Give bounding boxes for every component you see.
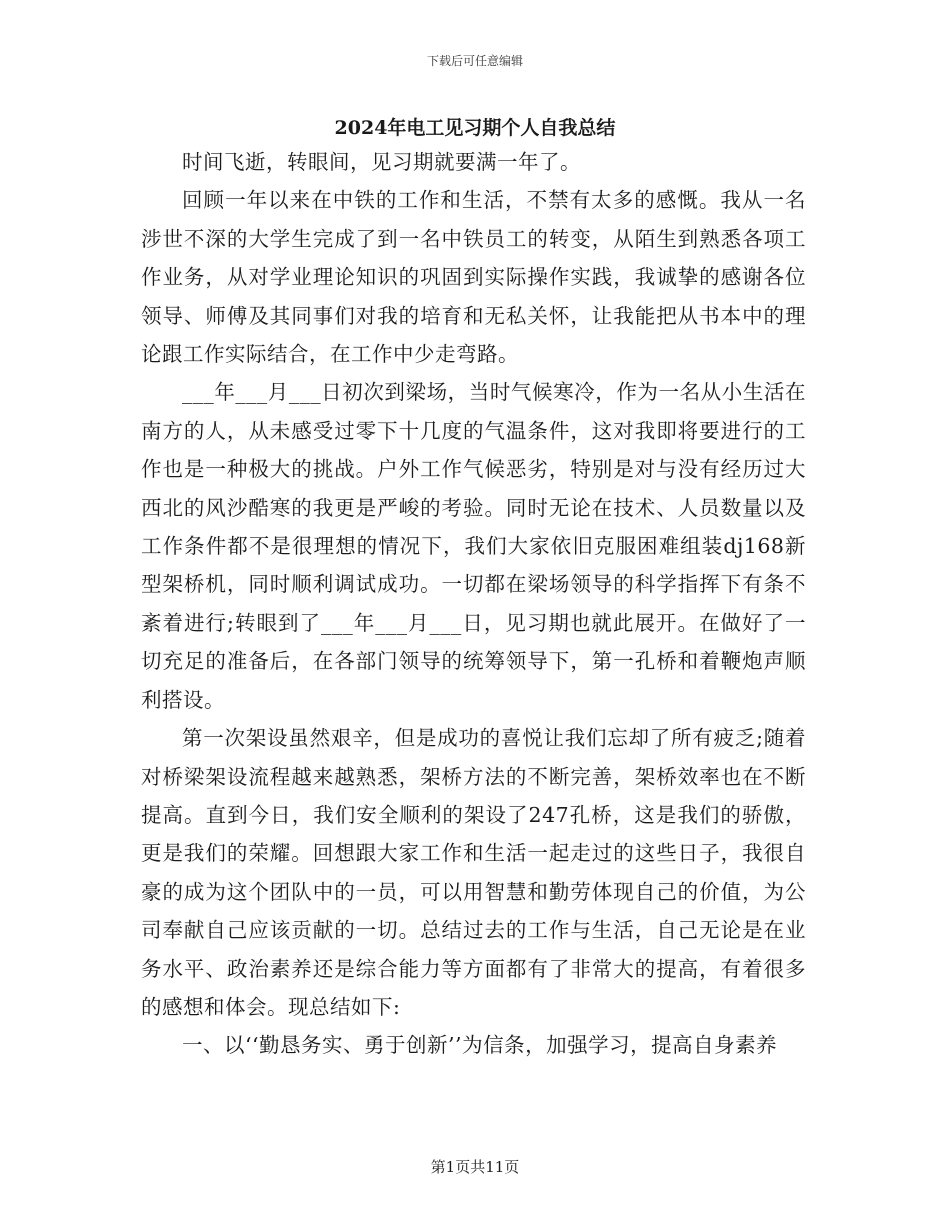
paragraph-review: 回顾一年以来在中铁的工作和生活，不禁有太多的感慨。我从一名涉世不深的大学生完成了到一名中铁员工的转变，从陌生到熟悉各项工作业务，从对学业理论知识的巩固到实际操作实践，我诚挚的感谢各位领导、师傅及其同事们对我的培育和无私关怀，让我能把从书本中的理论跟工作实际结合，在工作中少走弯路。 xyxy=(141,188,806,367)
paragraph-section-one: 一、以‘‘勤恳务实、勇于创新’’为信条，加强学习，提高自身素养 xyxy=(182,1033,778,1058)
page-header-note: 下载后可任意编辑 xyxy=(426,54,523,68)
page-number-footer: 第1页共11页 xyxy=(430,1158,520,1176)
paragraph-first-erection: 第一次架设虽然艰辛，但是成功的喜悦让我们忘却了所有疲乏;随着对桥梁架设流程越来越熟悉，架桥方法的不断完善，架桥效率也在不断提高。直到今日，我们安全顺利的架设了247孔桥，这是我们的骄傲，更是我们的荣耀。回想跟大家工作和生活一起走过的这些日子，我很自豪的成为这个团队中的一员，可以用智慧和勤劳体现自己的价值，为公司奉献自己应该贡献的一切。总结过去的工作与生活，自己无论是在业务水平、政治素养还是综合能力等方面都有了非常大的提高，有着很多的感想和体会。现总结如下: xyxy=(141,726,806,1019)
document-title: 2024年电工见习期个人自我总结 xyxy=(334,117,616,139)
paragraph-arrival: ___年___月___日初次到梁场，当时气候寒冷，作为一名从小生活在南方的人，从未感受过零下十几度的气温条件，这对我即将要进行的工作也是一种极大的挑战。户外工作气候恶劣，特别是对与没有经历过大西北的风沙酷寒的我更是严峻的考验。同时无论在技术、人员数量以及工作条件都不是很理想的情况下，我们大家依旧克服困难组装dj168新型架桥机，同时顺利调试成功。一切都在梁场领导的科学指挥下有条不紊着进行;转眼到了___年___月___日，见习期也就此展开。在做好了一切充足的准备后，在各部门领导的统筹领导下，第一孔桥和着鞭炮声顺利搭设。 xyxy=(141,380,806,712)
paragraph-intro: 时间飞逝，转眼间，见习期就要满一年了。 xyxy=(182,150,581,174)
document-body xyxy=(141,143,806,1065)
